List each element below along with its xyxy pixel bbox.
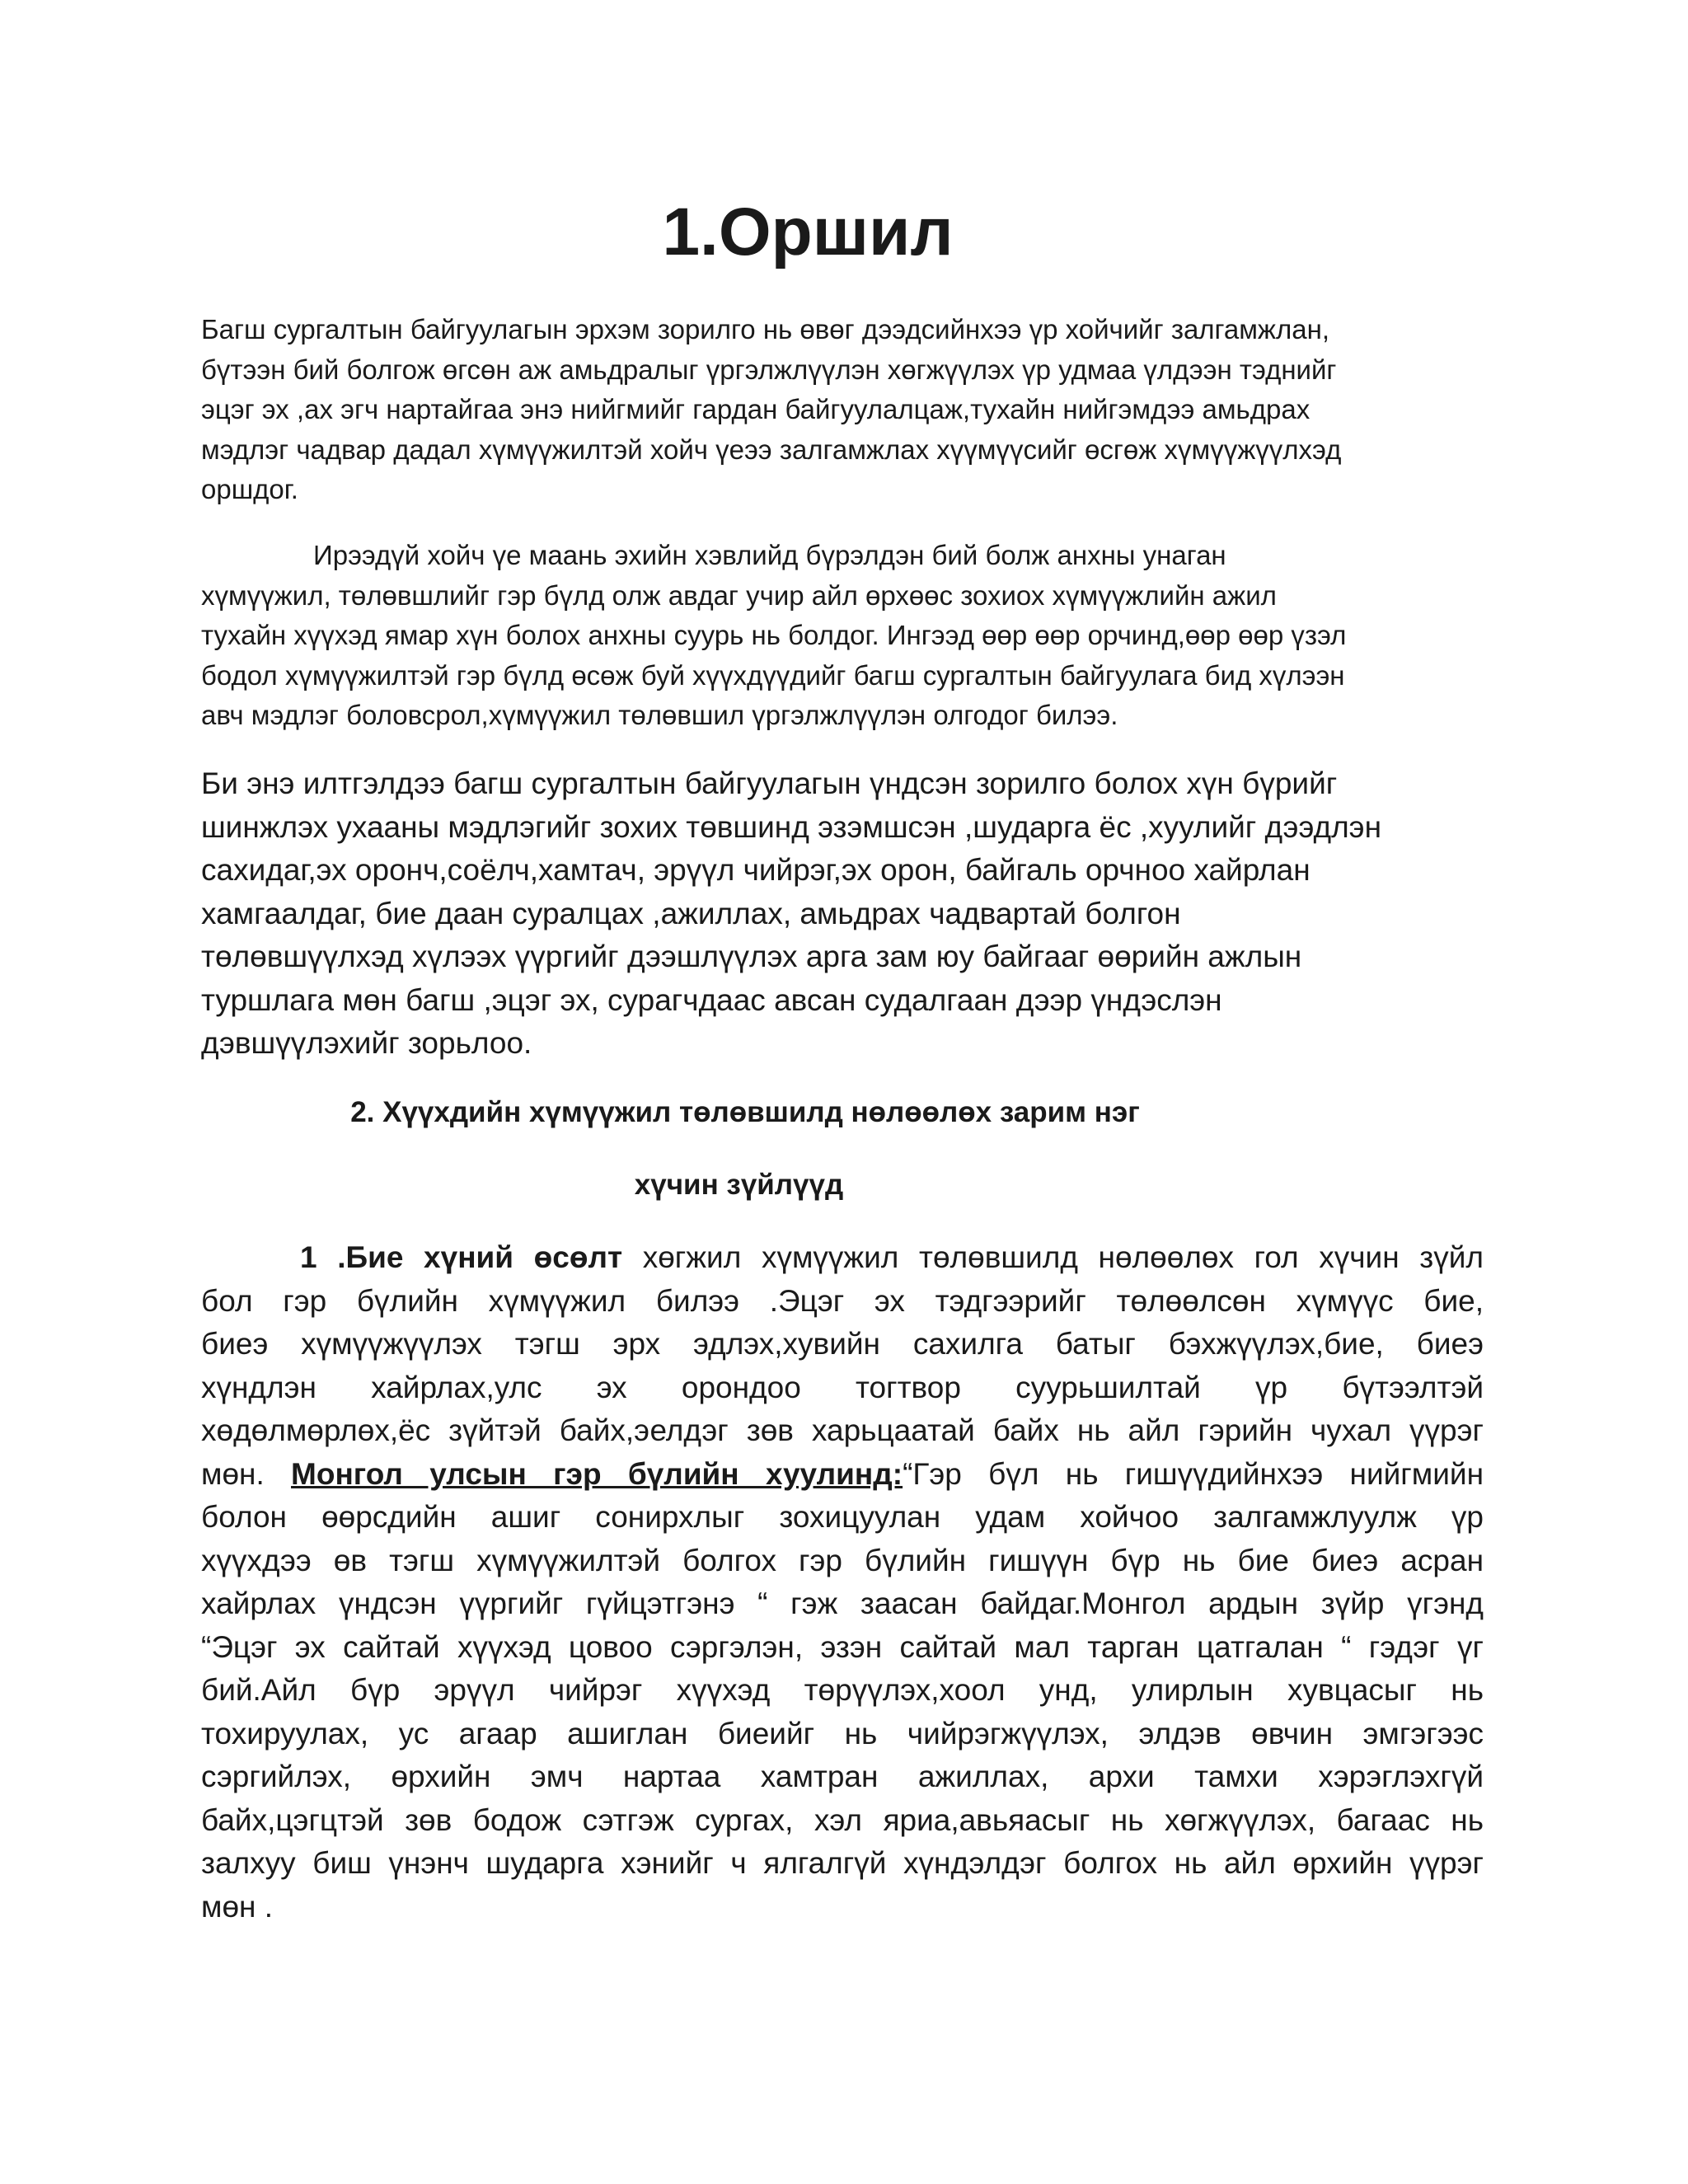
page-title: 1.Оршил: [662, 194, 954, 269]
paragraph-line: хамгаалдаг, бие даан суралцах ,ажиллах, амьдрах чадвартай болгон: [201, 896, 1181, 930]
paragraph-line: мөн .: [201, 1889, 274, 1924]
paragraph-line: төлөвшүүлхэд хүлээх үүргийг дээшлүүлэх арга зам юу байгааг өөрийн ажлын: [201, 940, 1302, 973]
paragraph-line: болон өөрсдийн ашиг сонирхлыг зохицуулан удам хойчоо залгамжлуулж үр: [201, 1500, 1484, 1534]
paragraph-line: авч мэдлэг боловсрол,хүмүүжил төлөвшил үргэлжлүүлэн олгодог билээ.: [201, 700, 1118, 730]
paragraph-line: сахидаг,эх оронч,соёлч,хамтач, эрүүл чийрэг,эх орон, байгаль орчноо хайрлан: [201, 853, 1311, 887]
paragraph-line: тухайн хүүхэд ямар хүн болох анхны суурь нь болдог. Ингээд өөр өөр орчинд,өөр өөр үзэл: [201, 620, 1347, 650]
section-heading-line-1: 2. Хүүхдийн хүмүүжил төлөвшилд нөлөөлөх зарим нэг: [350, 1096, 1140, 1128]
law-reference: Монгол улсын гэр бүлийн хуулинд:: [291, 1456, 903, 1491]
bold-lead-phrase: 1 .Бие хүний өсөлт: [300, 1240, 623, 1274]
paragraph-line: [201, 1453, 1484, 1497]
paragraph-line: хөдөлмөрлөх,ёс зүйтэй байх,эелдэг зөв харьцаатай байх нь айл гэрийн чухал үүрэг: [201, 1413, 1484, 1447]
line-text: “Гэр бүл нь гишүүдийнхээ нийгмийн: [903, 1456, 1484, 1491]
paragraph-line: хүүхдээ өв тэгш хүмүүжилтэй болгох гэр бүлийн гишүүн бүр нь бие биеэ асран: [201, 1543, 1484, 1577]
paragraph-line: оршдог.: [201, 474, 298, 504]
third-paragraph: [201, 762, 1484, 1066]
second-paragraph: [201, 536, 1484, 736]
paragraph-line: бүтээн бий болгож өгсөн аж амьдралыг үргэлжлүүлэн хөгжүүлэх үр удмаа үлдээн тэднийг: [201, 354, 1337, 385]
paragraph-line: хайрлах үндсэн үүргийг гүйцэтгэнэ “ гэж заасан байдаг.Монгол ардын зүйр үгэнд: [201, 1586, 1484, 1620]
paragraph-line: Багш сургалтын байгуулагын эрхэм зорилго нь өвөг дээдсийнхээ үр хойчийг залгамжлан,: [201, 314, 1329, 344]
paragraph-line: залхуу биш үнэнч шударга хэнийг ч ялгалгүй хүндэлдэг болгох нь айл өрхийн үүрэг: [201, 1846, 1484, 1880]
paragraph-line: туршлага мөн багш ,эцэг эх, сурагчдаас авсан судалгаан дээр үндэслэн: [201, 982, 1222, 1017]
paragraph-line: бодол хүмүүжилтэй гэр бүлд өсөж буй хүүхдүүдийг багш сургалтын байгуулага бид хүлээн: [201, 659, 1345, 691]
paragraph-line: байх,цэгцтэй зөв бодож сэтгэж сургах, хэл яриа,авьяасыг нь хөгжүүлэх, багаас нь: [201, 1802, 1484, 1837]
intro-paragraph: [201, 310, 1484, 510]
paragraph-line: хүмүүжил, төлөвшлийг гэр бүлд олж авдаг учир айл өрхөөс зохиох хүмүүжлийн ажил: [201, 579, 1277, 611]
paragraph-line: “Эцэг эх сайтай хүүхэд цовоо сэргэлэн, эзэн сайтай мал тарган цатгалан “ гэдэг үг: [201, 1629, 1484, 1664]
paragraph-line: Ирээдүй хойч үе маань эхийн хэвлийд бүрэлдэн бий болж анхны унаган: [313, 540, 1226, 570]
paragraph-line: хүндлэн хайрлах,улс эх орондоо тогтвор суурьшилтай үр бүтээлтэй: [201, 1370, 1484, 1404]
paragraph-line: дэвшүүлэхийг зорьлоо.: [201, 1026, 532, 1060]
paragraph-line: сэргийлэх, өрхийн эмч нартаа хамтран ажиллах, архи тамхи хэрэглэхгүй: [201, 1760, 1484, 1793]
section-heading-line-2: хүчин зүйлүүд: [634, 1169, 844, 1201]
paragraph-line: тохируулах, ус агаар ашиглан биеийг нь чийрэгжүүлэх, элдэв өвчин эмгэгээс: [201, 1716, 1484, 1750]
paragraph-line: мэдлэг чадвар дадал хүмүүжилтэй хойч үеээ залгамжлах хүүмүүсийг өсгөж хүмүүжүүлхэд: [201, 434, 1342, 465]
paragraph-line: эцэг эх ,ах эгч нартайгаа энэ нийгмийг гардан байгуулалцаж,тухайн нийгэмдээ амьдрах: [201, 394, 1311, 424]
paragraph-line: бол гэр бүлийн хүмүүжил билээ .Эцэг эх тэдгээрийг төлөөлсөн хүмүүс бие,: [201, 1283, 1484, 1318]
paragraph-line: Би энэ илтгэлдээ багш сургалтын байгуулагын үндсэн зорилго болох хүн бүрийг: [201, 766, 1338, 800]
line-text: мөн.: [201, 1456, 292, 1491]
paragraph-line: шинжлэх ухааны мэдлэгийг зохих төвшинд эзэмшсэн ,шударга ёс ,хуулийг дээдлэн: [201, 809, 1381, 844]
paragraph-line: биеэ хүмүүжүүлэх тэгш эрх эдлэх,хувийн сахилга батыг бэхжүүлэх,бие, биеэ: [201, 1327, 1484, 1361]
line-text: хөгжил хүмүүжил төлөвшилд нөлөөлөх гол хүчин зүйл: [622, 1240, 1484, 1274]
fourth-paragraph: [201, 1236, 1484, 1929]
paragraph-line: [201, 1236, 1484, 1280]
paragraph-line: бий.Айл бүр эрүүл чийрэг хүүхэд төрүүлэх,хоол унд, улирлын хувцасыг нь: [201, 1673, 1484, 1707]
